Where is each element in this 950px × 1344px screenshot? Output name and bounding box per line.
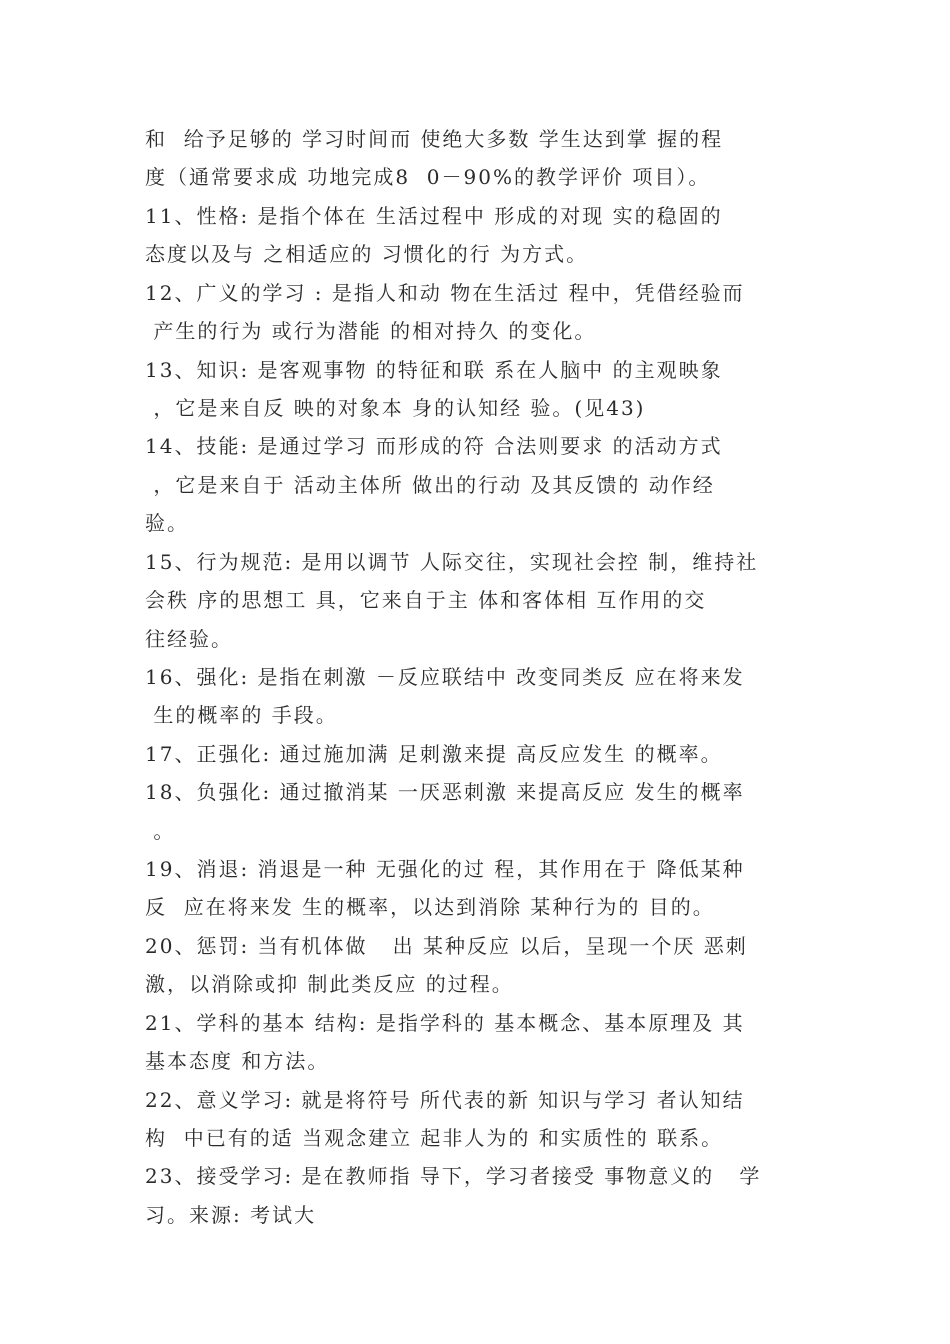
text-line: 和 给予足够的 学习时间而 使绝大多数 学生达到掌 握的程 bbox=[145, 127, 724, 151]
text-line: 13、知识: 是客观事物 的特征和联 系在人脑中 的主观映象 bbox=[145, 358, 723, 382]
text-line: 基本态度 和方法。 bbox=[145, 1049, 330, 1073]
text-line: 12、广义的学习 : 是指人和动 物在生活过 程中，凭借经验而 bbox=[145, 281, 745, 305]
text-line: 23、接受学习: 是在教师指 导下，学习者接受 事物意义的 学 bbox=[145, 1164, 762, 1188]
text-line: 17、正强化: 通过施加满 足刺激来提 高反应发生 的概率。 bbox=[145, 742, 723, 766]
text-line: 态度以及与 之相适应的 习惯化的行 为方式。 bbox=[145, 242, 589, 266]
text-line: 往经验。 bbox=[145, 627, 233, 651]
text-line: ，它是来自于 活动主体所 做出的行动 及其反馈的 动作经 bbox=[145, 473, 715, 497]
text-line: 22、意义学习: 就是将符号 所代表的新 知识与学习 者认知结 bbox=[145, 1088, 745, 1112]
text-line: 生的概率的 手段。 bbox=[145, 703, 338, 727]
text-line: 习。来源: 考试大 bbox=[145, 1203, 317, 1227]
text-line: 度（通常要求成 功地完成8 0－90%的教学评价 项目）。 bbox=[145, 165, 711, 189]
text-line: 21、学科的基本 结构: 是指学科的 基本概念、基本原理及 其 bbox=[145, 1011, 745, 1035]
text-line: 验。 bbox=[145, 511, 189, 535]
text-line: 反 应在将来发 生的概率，以达到消除 某种行为的 目的。 bbox=[145, 895, 715, 919]
text-line: 产生的行为 或行为潜能 的相对持久 的变化。 bbox=[145, 319, 597, 343]
text-line: 16、强化: 是指在刺激 －反应联结中 改变同类反 应在将来发 bbox=[145, 665, 745, 689]
text-line: 激，以消除或抑 制此类反应 的过程。 bbox=[145, 972, 514, 996]
text-line: 。 bbox=[145, 819, 176, 843]
text-line: 18、负强化: 通过撤消某 一厌恶刺激 来提高反应 发生的概率 bbox=[145, 780, 745, 804]
text-line: 19、消退: 消退是一种 无强化的过 程，其作用在于 降低某种 bbox=[145, 857, 745, 881]
text-line: 会秩 序的思想工 具，它来自于主 体和客体相 互作用的交 bbox=[145, 588, 707, 612]
text-line: 15、行为规范: 是用以调节 人际交往，实现社会控 制，维持社 bbox=[145, 550, 759, 574]
text-line: 构 中已有的适 当观念建立 起非人为的 和实质性的 联系。 bbox=[145, 1126, 724, 1150]
text-line: 11、性格: 是指个体在 生活过程中 形成的对现 实的稳固的 bbox=[145, 204, 723, 228]
text-line: ，它是来自反 映的对象本 身的认知经 验。(见43) bbox=[145, 396, 646, 420]
text-line: 20、惩罚: 当有机体做 出 某种反应 以后，呈现一个厌 恶刺 bbox=[145, 934, 748, 958]
text-line: 14、技能: 是通过学习 而形成的符 合法则要求 的活动方式 bbox=[145, 434, 723, 458]
